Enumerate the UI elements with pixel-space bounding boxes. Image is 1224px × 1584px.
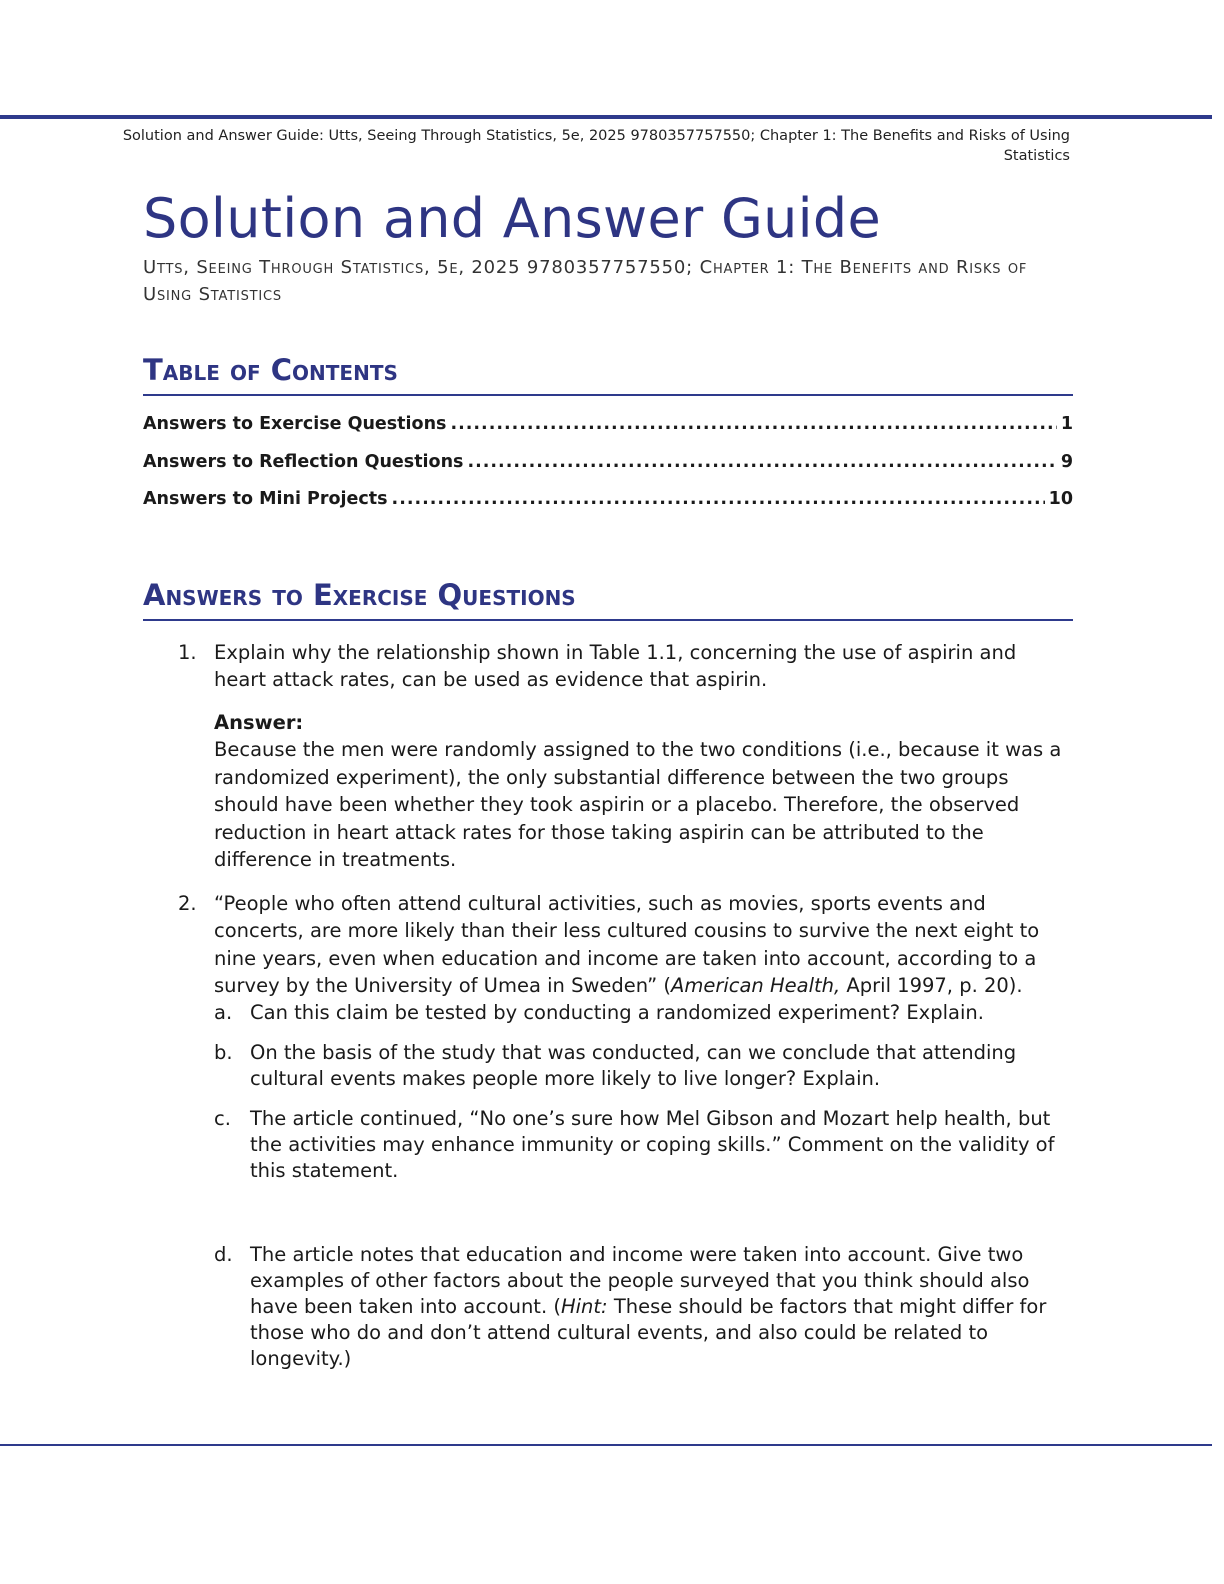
- sub-question-c: [214, 1106, 1072, 1184]
- toc-entry-label: Answers to Reflection Questions: [143, 451, 464, 472]
- sub-question-b: [214, 1040, 1072, 1092]
- sub-question-text: The article continued, “No one’s sure how Mel Gibson and Mozart help health, but the activities may enhance immunity or coping skills.” Comment on the validity of this statement.: [250, 1106, 1055, 1182]
- toc-entry-label: Answers to Exercise Questions: [143, 414, 447, 434]
- document-subtitle: Utts, Seeing Through Statistics, 5e, 2025 9780357757550; Chapter 1: The Benefits and Risks of Using Statistics: [143, 257, 1028, 305]
- question-list: [143, 639, 1073, 1372]
- toc-entry-page: 9: [1060, 451, 1073, 472]
- toc-heading: Table of Contents: [143, 350, 1073, 396]
- toc-entry-label: Answers to Mini Projects: [143, 489, 388, 509]
- toc-entry-exercise[interactable]: [143, 412, 1073, 450]
- sub-question-a: [214, 1000, 1072, 1026]
- running-header: Solution and Answer Guide: Utts, Seeing Through Statistics, 5e, 2025 9780357757550; Chapter 1: The Benefits and Risks of Using Statistics: [122, 128, 1070, 164]
- question-number: 2.: [178, 891, 197, 915]
- top-rule: [0, 115, 1212, 119]
- sub-question-letter: b.: [214, 1040, 233, 1064]
- toc-entry-reflection[interactable]: [143, 450, 1073, 488]
- sub-question-letter: d.: [214, 1242, 233, 1266]
- toc-entry-mini-projects[interactable]: [143, 487, 1073, 525]
- page-content: [143, 186, 1073, 1372]
- table-of-contents: [143, 412, 1073, 525]
- question-text: Explain why the relationship shown in Table 1.1, concerning the use of aspirin and heart attack rates, can be used as evidence that aspirin.: [214, 640, 1017, 691]
- sub-question-d: [214, 1242, 1072, 1372]
- sub-question-text: The article notes that education and income were taken into account. Give two examples of other factors about the people surveyed that you think should also have been taken into account. (Hint: These should be factors that might differ for those who do and don’t attend cultural events, and also could be related to longevity.): [250, 1242, 1047, 1370]
- question-1: [143, 639, 1073, 874]
- toc-entry-page: 10: [1048, 489, 1073, 509]
- answer-label: Answer:: [214, 710, 304, 734]
- question-text: “People who often attend cultural activities, such as movies, sports events and concerts, are more likely than their less cultured cousins to survive the next eight to nine years, even when education and income are taken into account, according to a survey by the University of Umea in Sweden” (American Health, April 1997, p. 20).: [214, 891, 1040, 997]
- answer-text: Because the men were randomly assigned to the two conditions (i.e., because it was a randomized experiment), the only substantial difference between the two groups should have been whether they took aspirin or a placebo. Therefore, the observed reduction in heart attack rates for those taking aspirin can be attributed to the difference in treatments.: [214, 738, 1062, 871]
- bottom-rule: [0, 1444, 1212, 1446]
- toc-leader-dots: [392, 487, 1045, 511]
- sub-question-text: Can this claim be tested by conducting a randomized experiment? Explain.: [250, 1000, 984, 1024]
- toc-entry-page: 1: [1060, 414, 1073, 434]
- question-number: 1.: [178, 640, 197, 664]
- document-title: Solution and Answer Guide: [143, 187, 882, 250]
- sub-question-letter: a.: [214, 1000, 233, 1024]
- question-2: [143, 890, 1073, 1372]
- hint-label: Hint:: [560, 1294, 608, 1318]
- source-title: American Health,: [670, 974, 841, 997]
- toc-leader-dots: [467, 450, 1056, 474]
- exercise-section-heading: Answers to Exercise Questions: [143, 575, 1073, 621]
- toc-leader-dots: [450, 412, 1056, 436]
- sub-question-text: On the basis of the study that was conducted, can we conclude that attending cultural events makes people more likely to live longer? Explain.: [250, 1040, 1017, 1090]
- sub-question-letter: c.: [214, 1106, 231, 1130]
